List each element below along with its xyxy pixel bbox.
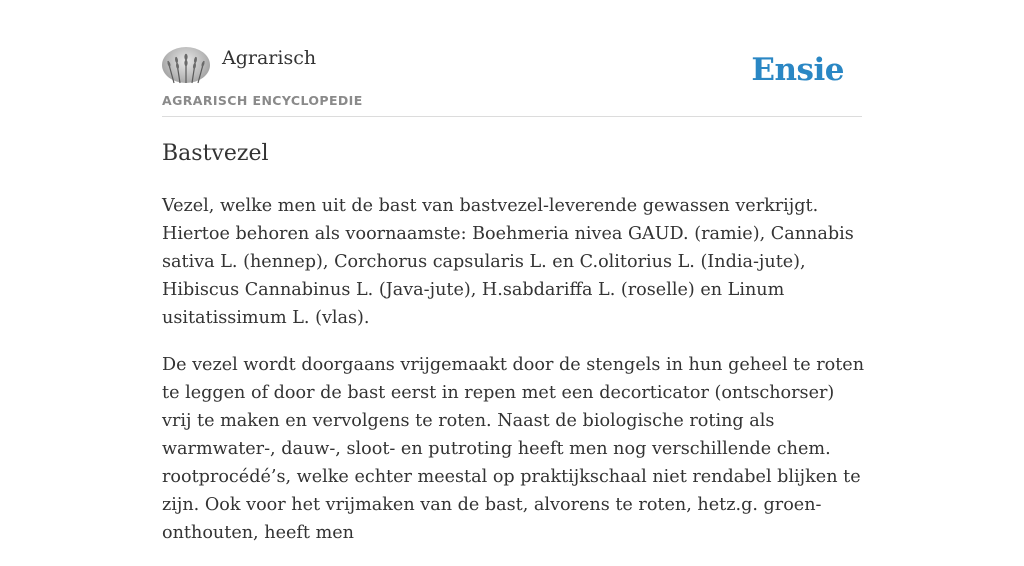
article-body bbox=[162, 192, 868, 566]
brand-logo-link[interactable]: Ensie bbox=[751, 52, 844, 88]
wheat-icon[interactable] bbox=[162, 47, 210, 83]
article-title: Bastvezel bbox=[162, 141, 269, 166]
article-paragraph: De vezel wordt doorgaans vrijgemaakt door de stengels in hun geheel te roten te leggen of door de bast eerst in repen met een decorticator (ontschorser) vrij te maken en vervolgens te roten. Naast de biologische roting als warmwater-, dauw-, sloot- en putroting heeft men nog verschillende chem. rootprocédé’s, welke echter meestal op praktijkschaal niet rendabel blijken te zijn. Ook voor het vrijmaken van de bast, alvorens te roten, hetz.g. groen-onthouten, heeft men bbox=[162, 355, 865, 543]
wheat-icon-graphic bbox=[162, 47, 210, 83]
source-name[interactable]: Agrarisch bbox=[222, 47, 317, 69]
header bbox=[162, 46, 862, 117]
article-paragraph: Vezel, welke men uit de bast van bastvezel-leverende gewassen verkrijgt. Hiertoe behoren als voornaamste: Boehmeria nivea GAUD. (ramie), Cannabis sativa L. (hennep), Corchorus capsularis L. en C.olitorius L. (India-jute), Hibiscus Cannabinus L. (Java-jute), H.sabdariffa L. (roselle) en Linum usitatissimum L. (vlas). bbox=[162, 196, 854, 328]
source-subtitle: AGRARISCH ENCYCLOPEDIE bbox=[162, 93, 363, 108]
